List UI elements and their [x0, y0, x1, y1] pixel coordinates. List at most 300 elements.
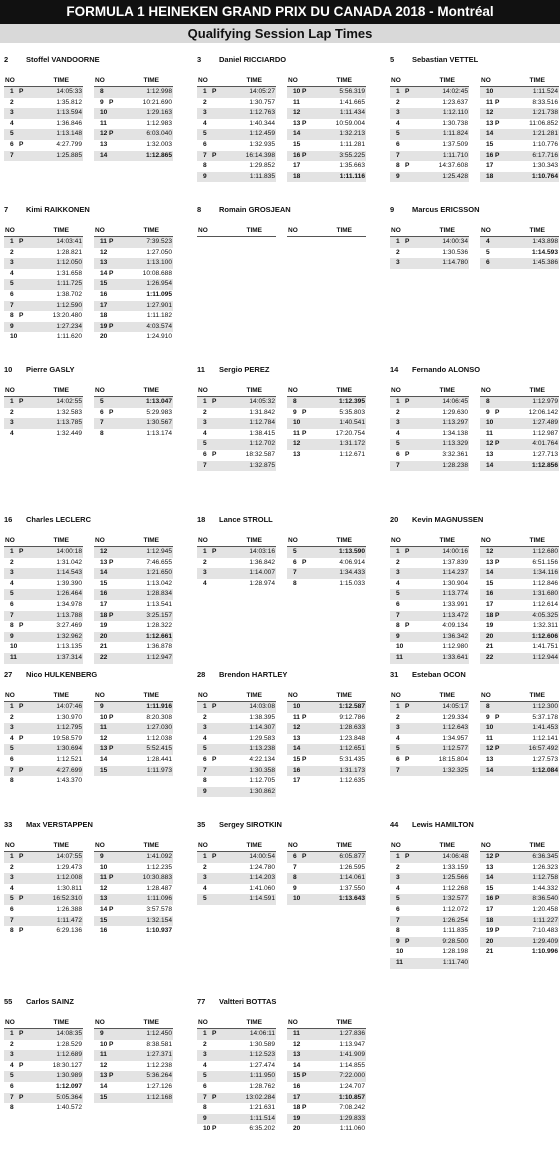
lap-row [390, 461, 469, 472]
lap-time: 1:32.449 [56, 429, 82, 437]
lap-time: 19:58.579 [52, 734, 82, 742]
lap-row [197, 129, 276, 140]
lap-time: 1:25.428 [442, 172, 468, 180]
lap-number: 2 [10, 558, 14, 566]
header-no: NO [95, 1019, 105, 1026]
column-header [287, 386, 366, 397]
pit-marker: P [212, 88, 217, 95]
lap-row [480, 547, 559, 558]
lap-time: 4:06.914 [339, 558, 365, 566]
lap-row [390, 621, 469, 632]
lap-time: 1:28.238 [442, 461, 468, 469]
lap-time: 1:30.811 [56, 884, 82, 892]
header-time: TIME [53, 842, 69, 849]
lap-number: 3 [203, 569, 207, 577]
lap-row [197, 119, 276, 130]
lap-number: 4 [10, 269, 14, 277]
lap-number: 10 [100, 1040, 108, 1048]
pit-marker: P [405, 937, 410, 945]
lap-time: 1:13.135 [56, 643, 82, 651]
lap-number: 16 [100, 927, 108, 935]
lap-column [197, 386, 276, 471]
lap-number: 4 [396, 734, 400, 742]
lap-column [94, 226, 173, 343]
lap-number: 6 [203, 450, 207, 458]
lap-number: 4 [203, 429, 207, 437]
lap-row [4, 332, 83, 343]
lap-number: 22 [486, 653, 494, 661]
lap-row [4, 776, 83, 787]
lap-row [390, 579, 469, 590]
header-time: TIME [336, 387, 352, 394]
column-header [4, 1018, 83, 1029]
lap-row [4, 632, 83, 643]
lap-row [480, 653, 559, 664]
lap-time: 1:13.472 [442, 611, 468, 619]
lap-number: 3 [10, 724, 14, 732]
lap-column [197, 76, 276, 182]
lap-number: 11 [293, 429, 300, 437]
lap-number: 17 [293, 777, 301, 785]
pit-marker: P [495, 119, 500, 127]
driver-header [4, 514, 174, 526]
lap-time: 1:12.947 [146, 653, 172, 661]
pit-marker: P [109, 1072, 114, 1080]
lap-time: 1:13.785 [56, 419, 82, 427]
lap-number: 16 [486, 895, 494, 903]
lap-number: 5 [396, 130, 400, 138]
lap-row [197, 884, 276, 895]
driver-block [390, 204, 560, 267]
lap-time: 1:27.474 [249, 1061, 275, 1069]
header-time: TIME [143, 1019, 159, 1026]
lap-number: 2 [10, 1040, 14, 1048]
lap-number: 19 [100, 622, 108, 630]
lap-time: 7:46.655 [146, 558, 172, 566]
lap-number: 4 [203, 579, 207, 587]
lap-number: 14 [100, 905, 108, 913]
lap-number: 6 [203, 1082, 207, 1090]
lap-number: 14 [486, 874, 494, 882]
pit-marker: P [405, 398, 410, 405]
pit-marker: P [109, 874, 114, 882]
lap-number: 13 [486, 450, 494, 458]
pit-marker: P [495, 558, 500, 566]
lap-row [480, 713, 559, 724]
lap-number: 13 [293, 450, 301, 458]
lap-row [390, 755, 469, 766]
lap-time: 1:11.740 [442, 958, 468, 966]
lap-time: 1:30.694 [56, 745, 82, 753]
lap-number: 10 [293, 703, 301, 710]
lap-number: 5 [100, 398, 104, 405]
lap-number: 3 [10, 874, 14, 882]
lap-time: 1:12.689 [56, 1051, 82, 1059]
lap-row [480, 408, 559, 419]
lap-row [197, 1061, 276, 1072]
pit-marker: P [302, 853, 307, 860]
driver-header [390, 204, 560, 216]
lap-row [4, 894, 83, 905]
lap-row [390, 258, 469, 269]
lap-row [94, 547, 173, 558]
lap-row [390, 600, 469, 611]
lap-number: 14 [293, 130, 301, 138]
lap-number: 6 [100, 408, 104, 416]
lap-row [197, 579, 276, 590]
column-header [94, 691, 173, 702]
lap-column [94, 691, 173, 776]
lap-row [480, 98, 559, 109]
lap-row [287, 568, 366, 579]
lap-time: 1:35.663 [339, 162, 365, 170]
lap-number: 2 [203, 863, 207, 871]
column-header [197, 386, 276, 397]
lap-row [480, 611, 559, 622]
lap-number: 14 [486, 766, 494, 774]
lap-time: 1:41.751 [532, 643, 558, 651]
lap-number: 6 [486, 259, 490, 267]
header-no: NO [481, 692, 491, 699]
lap-row [287, 129, 366, 140]
lap-time: 14:05:32 [249, 398, 275, 405]
lap-number: 6 [10, 290, 14, 298]
lap-time: 4:03.574 [146, 322, 172, 330]
lap-time: 1:34.138 [442, 429, 468, 437]
lap-row [4, 429, 83, 440]
header-no: NO [95, 537, 105, 544]
lap-number: 1 [396, 88, 400, 95]
column-header [197, 1018, 276, 1029]
lap-time: 1:27.713 [532, 450, 558, 458]
header-time: TIME [53, 77, 69, 84]
lap-time: 1:28.821 [56, 248, 82, 256]
header-time: TIME [439, 77, 455, 84]
lap-time: 1:40.572 [56, 1104, 82, 1112]
lap-number: 2 [396, 98, 400, 106]
lap-time: 1:21.650 [146, 569, 172, 577]
header-no: NO [481, 77, 491, 84]
lap-row [390, 589, 469, 600]
lap-time: 1:35.812 [56, 98, 82, 106]
lap-time: 1:31.173 [339, 766, 365, 774]
lap-time: 14:03:16 [249, 548, 275, 555]
driver-header [390, 514, 560, 526]
lap-time: 1:14.061 [339, 874, 365, 882]
lap-row [4, 311, 83, 322]
lap-time: 1:12.758 [532, 874, 558, 882]
lap-row [4, 279, 83, 290]
lap-column [4, 386, 83, 439]
lap-row [197, 734, 276, 745]
lap-time: 1:32.213 [339, 130, 365, 138]
lap-row [94, 873, 173, 884]
lap-number: 11 [293, 713, 300, 721]
lap-row [197, 776, 276, 787]
lap-number: 1 [10, 238, 14, 245]
lap-row [94, 397, 173, 408]
header-time: TIME [53, 1019, 69, 1026]
driver-number: 31 [390, 670, 399, 679]
lap-time: 1:30.862 [249, 787, 275, 795]
driver-name: Pierre GASLY [26, 365, 75, 374]
lap-time: 1:39.390 [56, 579, 82, 587]
lap-row [287, 1093, 366, 1104]
lap-time: 14:06:45 [442, 398, 468, 405]
lap-number: 3 [396, 874, 400, 882]
lap-row [94, 1082, 173, 1093]
lap-time: 1:44.332 [532, 884, 558, 892]
lap-number: 9 [293, 884, 297, 892]
lap-number: 8 [10, 927, 14, 935]
lap-number: 8 [100, 88, 104, 95]
column-header [197, 841, 276, 852]
column-header [94, 841, 173, 852]
lap-number: 4 [10, 734, 14, 742]
lap-time: 1:37.839 [442, 558, 468, 566]
lap-row [4, 408, 83, 419]
lap-time: 1:26.954 [146, 280, 172, 288]
lap-number: 4 [203, 734, 207, 742]
lap-number: 9 [486, 408, 490, 416]
driver-name: Fernando ALONSO [412, 365, 481, 374]
lap-row [480, 600, 559, 611]
lap-number: 6 [293, 558, 297, 566]
lap-number: 12 [486, 109, 494, 117]
lap-time: 1:14.593 [531, 248, 558, 256]
column-header [94, 386, 173, 397]
lap-number: 6 [293, 853, 297, 860]
lap-time: 14:03:41 [56, 238, 82, 245]
lap-time: 1:21.631 [249, 1104, 275, 1112]
lap-number: 8 [293, 579, 297, 587]
lap-row [94, 269, 173, 280]
lap-time: 1:31.042 [56, 558, 82, 566]
lap-row [287, 1040, 366, 1051]
lap-time: 10:21.690 [142, 98, 172, 106]
lap-row [197, 1040, 276, 1051]
lap-row [480, 894, 559, 905]
lap-time: 14:00:34 [442, 238, 468, 245]
lap-time: 1:13.590 [338, 548, 365, 555]
lap-number: 1 [203, 853, 207, 860]
lap-number: 14 [100, 269, 108, 277]
lap-number: 15 [100, 916, 108, 924]
pit-marker: P [212, 548, 217, 555]
pit-marker: P [109, 1040, 114, 1048]
lap-row [4, 744, 83, 755]
driver-header [197, 54, 367, 66]
driver-number: 77 [197, 997, 206, 1006]
lap-time: 13:02.284 [245, 1093, 275, 1101]
lap-number: 19 [100, 322, 108, 330]
lap-row [4, 129, 83, 140]
driver-block [4, 669, 174, 785]
driver-number: 7 [4, 205, 9, 214]
lap-number: 11 [486, 429, 493, 437]
column-header [287, 691, 366, 702]
lap-number: 10 [293, 895, 301, 903]
pit-marker: P [302, 408, 307, 416]
lap-number: 10 [100, 109, 108, 117]
lap-number: 2 [203, 1040, 207, 1048]
driver-number: 20 [390, 515, 399, 524]
pit-marker: P [495, 611, 500, 619]
header-time: TIME [246, 77, 262, 84]
lap-number: 10 [293, 419, 301, 427]
lap-time: 1:13.594 [56, 109, 82, 117]
lap-time: 1:12.038 [146, 734, 172, 742]
header-no: NO [198, 387, 208, 394]
lap-number: 9 [100, 1030, 104, 1037]
column-header [287, 536, 366, 547]
driver-number: 5 [390, 55, 395, 64]
lap-time: 14:03:08 [249, 703, 275, 710]
lap-time: 1:26.595 [339, 863, 365, 871]
lap-time: 16:14.398 [245, 151, 275, 159]
pit-marker: P [495, 440, 500, 448]
lap-time: 1:14.237 [442, 569, 468, 577]
lap-row [390, 450, 469, 461]
lap-row [287, 894, 366, 905]
lap-number: 14 [100, 151, 108, 159]
lap-column [4, 536, 83, 664]
lap-row [390, 894, 469, 905]
lap-time: 1:10.776 [532, 140, 558, 148]
lap-row [4, 151, 83, 162]
pit-marker: P [19, 927, 24, 935]
lap-time: 7:22.000 [339, 1072, 365, 1080]
header-no: NO [391, 692, 401, 699]
lap-number: 6 [396, 450, 400, 458]
lap-row [287, 702, 366, 713]
header-no: NO [198, 227, 208, 234]
header-no: NO [481, 227, 491, 234]
lap-time: 1:32.875 [249, 461, 275, 469]
lap-time: 1:41.453 [532, 724, 558, 732]
lap-row [4, 1040, 83, 1051]
lap-row [390, 397, 469, 408]
pit-marker: P [302, 88, 307, 95]
lap-row [480, 926, 559, 937]
lap-row [197, 1103, 276, 1114]
lap-time: 1:13.174 [146, 429, 172, 437]
lap-column [390, 536, 469, 664]
lap-row [94, 408, 173, 419]
lap-time: 14:06:48 [442, 853, 468, 860]
lap-row [390, 161, 469, 172]
lap-time: 1:36.878 [146, 643, 172, 651]
lap-number: 13 [486, 119, 494, 127]
lap-time: 1:33.159 [442, 863, 468, 871]
lap-time: 5:37.178 [532, 713, 558, 721]
lap-time: 16:57.492 [528, 745, 558, 753]
pit-marker: P [212, 151, 217, 159]
lap-time: 1:12.521 [56, 755, 82, 763]
lap-time: 1:12.606 [531, 632, 558, 640]
lap-time: 9:12.786 [339, 713, 365, 721]
driver-name: Kimi RAIKKONEN [26, 205, 90, 214]
lap-number: 12 [100, 248, 108, 256]
lap-time: 1:33.991 [442, 600, 468, 608]
lap-row [197, 450, 276, 461]
lap-row [390, 108, 469, 119]
lap-time: 1:41.665 [339, 98, 365, 106]
lap-number: 9 [203, 172, 207, 180]
lap-row [480, 418, 559, 429]
lap-number: 8 [203, 1104, 207, 1112]
lap-row [94, 1093, 173, 1104]
lap-row [94, 87, 173, 98]
lap-row [4, 916, 83, 927]
lap-row [94, 884, 173, 895]
lap-row [4, 723, 83, 734]
lap-time: 1:12.235 [146, 863, 172, 871]
lap-time: 1:25.566 [442, 874, 468, 882]
header-time: TIME [336, 227, 352, 234]
lap-time: 1:28.633 [339, 724, 365, 732]
lap-row [480, 429, 559, 440]
lap-column [287, 841, 366, 905]
lap-number: 1 [203, 1030, 207, 1037]
header-no: NO [198, 692, 208, 699]
header-no: NO [5, 1019, 15, 1026]
lap-number: 7 [100, 419, 104, 427]
header-time: TIME [439, 537, 455, 544]
lap-row [197, 140, 276, 151]
lap-time: 1:12.979 [532, 398, 558, 405]
lap-time: 1:32.003 [146, 140, 172, 148]
driver-block [4, 204, 174, 341]
lap-column [197, 691, 276, 797]
lap-row [4, 547, 83, 558]
lap-time: 18:32.587 [245, 450, 275, 458]
lap-row [94, 589, 173, 600]
driver-block [197, 669, 367, 795]
column-header [94, 226, 173, 237]
lap-time: 4:27.799 [56, 140, 82, 148]
lap-row [94, 429, 173, 440]
pit-marker: P [405, 622, 410, 630]
column-header [480, 386, 559, 397]
lap-row [390, 611, 469, 622]
pit-marker: P [19, 703, 24, 710]
lap-row [94, 744, 173, 755]
lap-column [4, 76, 83, 161]
lap-row [480, 161, 559, 172]
lap-row [390, 947, 469, 958]
lap-time: 1:11.950 [249, 1072, 275, 1080]
lap-time: 1:12.980 [442, 643, 468, 651]
lap-time: 1:12.577 [442, 745, 468, 753]
lap-number: 8 [293, 398, 297, 405]
lap-time: 1:15.033 [339, 579, 365, 587]
lap-number: 16 [486, 590, 494, 598]
lap-number: 8 [486, 703, 490, 710]
lap-row [94, 579, 173, 590]
lap-number: 3 [203, 724, 207, 732]
lap-number: 8 [10, 1104, 14, 1112]
lap-number: 16 [293, 1082, 301, 1090]
header-time: TIME [143, 77, 159, 84]
header-no: NO [95, 77, 105, 84]
lap-number: 14 [486, 461, 494, 469]
pit-marker: P [302, 1072, 307, 1080]
lap-number: 4 [10, 884, 14, 892]
lap-row [480, 258, 559, 269]
lap-time: 1:12.671 [339, 450, 365, 458]
lap-column [197, 226, 276, 237]
